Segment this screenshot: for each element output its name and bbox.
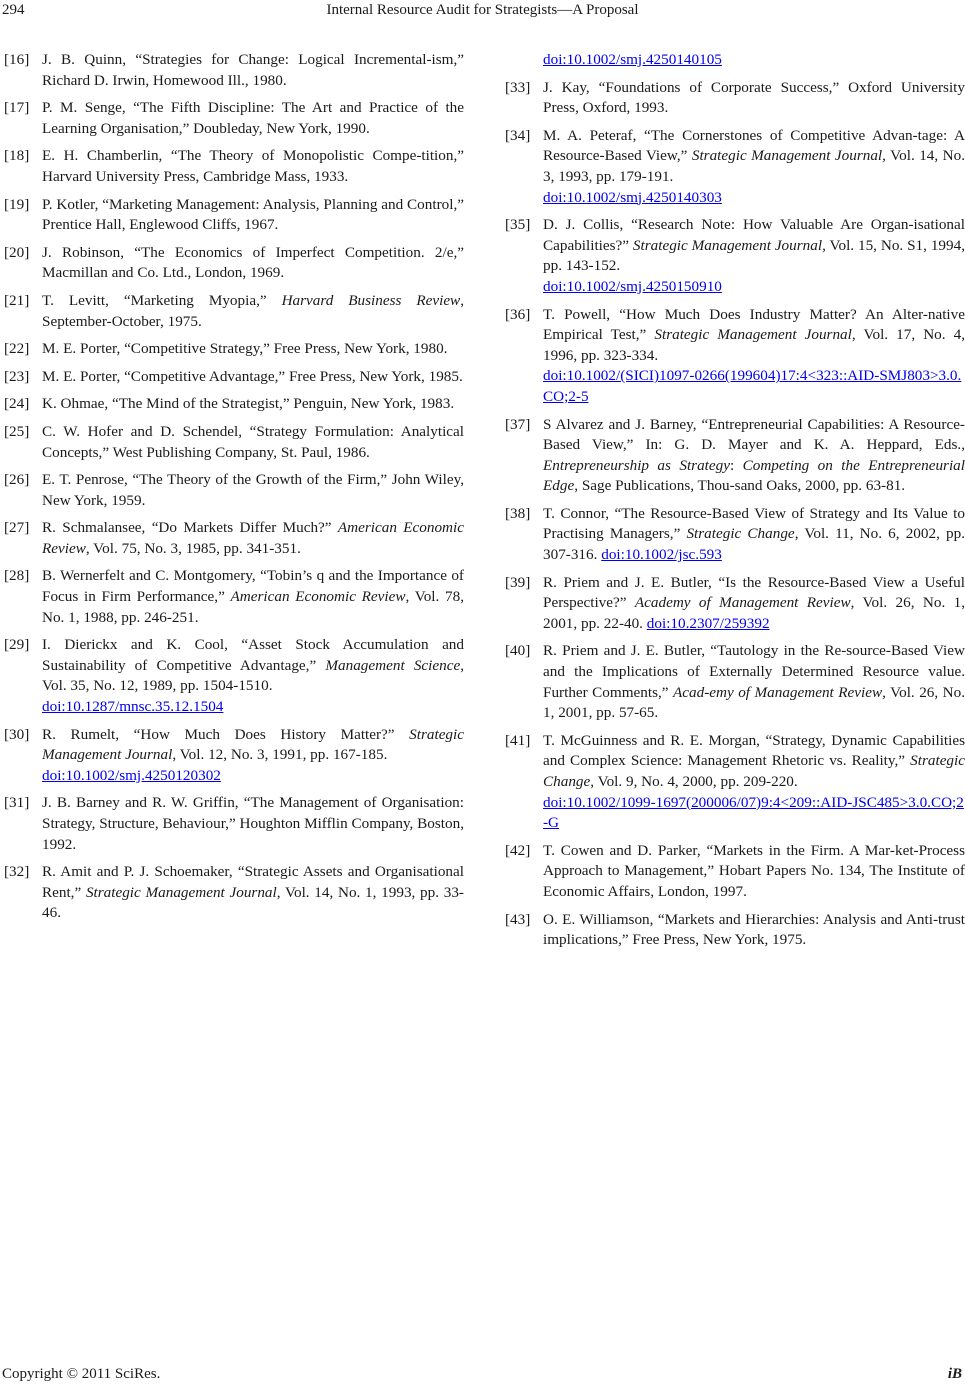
reference-text: J. Kay, “Foundations of Corporate Success,” Oxford University Press, Oxford, 1993. [543,78,965,117]
page-number: 294 [2,2,25,18]
reference-number: [34] [505,126,531,144]
reference-24 [4,394,464,415]
reference-authors-title: T. Connor, “The Resource-Based View of Strategy and Its Value to Practising Managers,” [543,504,965,543]
reference-32-continuation [505,50,965,71]
reference-authors-title: B. Wernerfelt and C. Montgomery, “Tobin’s q and the Importance of Focus in Firm Performance,” [42,567,464,606]
reference-text: E. H. Chamberlin, “The Theory of Monopolistic Compe-tition,” Harvard University Press, Cambridge Mass, 1933. [42,147,464,185]
reference-authors-title: M. A. Peteraf, “The Cornerstones of Competitive Advan-tage: A Resource-Based View,” [543,126,965,165]
reference-number: [18] [4,147,30,165]
reference-details: , September-October, 1975. [42,291,464,330]
reference-22 [4,339,464,360]
reference-authors-title: S Alvarez and J. Barney, “Entrepreneurial Capabilities: A Resource-Based View,” In: G. D. Mayer and K. A. Heppard, Eds., [543,415,965,454]
reference-20 [4,243,464,284]
reference-number: [31] [4,794,30,812]
reference-19 [4,195,464,236]
reference-31 [4,793,464,855]
reference-details: , Vol. 15, No. S1, 1994, pp. 143-152. [543,236,965,275]
reference-text [543,731,965,834]
reference-text: K. Ohmae, “The Mind of the Strategist,” Penguin, New York, 1983. [42,395,455,413]
reference-details: , Vol. 9, No. 4, 2000, pp. 209-220. [590,773,798,790]
doi-link[interactable]: doi:10.1002/smj.4250140303 [543,188,722,206]
reference-journal: Strategic Management Journal [42,725,464,764]
doi-link[interactable]: doi:10.1002/jsc.593 [601,546,722,564]
reference-36 [505,305,965,408]
reference-book-subtitle: Competing on the Entrepreneurial Edge [543,456,965,495]
reference-journal: Academy of Management Review [634,594,851,612]
reference-text: C. W. Hofer and D. Schendel, “Strategy Formulation: Analytical Concepts,” West Publishing Company, St. Paul, 1986. [42,422,464,461]
page-header [0,0,965,22]
reference-details: , Vol. 14, No. 1, 1993, pp. 33-46. [42,883,464,922]
reference-40 [505,641,965,723]
reference-number: [37] [505,415,531,433]
doi-link[interactable]: doi:10.2307/259392 [646,614,770,632]
reference-27 [4,518,464,559]
reference-text [543,573,965,635]
reference-number: [32] [4,863,30,881]
reference-number: [16] [4,51,30,68]
reference-number: [17] [4,99,30,117]
reference-authors-title: R. Priem and J. E. Butler, “Is the Resource-Based View a Useful Perspective?” [543,573,965,612]
reference-text: E. T. Penrose, “The Theory of the Growth of the Firm,” John Wiley, New York, 1959. [42,471,464,509]
reference-21 [4,291,464,332]
doi-link[interactable]: doi:10.1002/smj.4250120302 [42,766,221,784]
reference-journal: Acad-emy of Management Review [673,683,883,701]
reference-authors-title: R. Amit and P. J. Schoemaker, “Strategic Assets and Organisational Rent,” [42,863,464,901]
reference-authors-title: D. J. Collis, “Research Note: How Valuable Are Organ-isational Capabilities?” [543,216,965,254]
reference-details: , Vol. 17, No. 4, 1996, pp. 323-334. [543,326,965,364]
reference-25 [4,422,464,463]
reference-text [543,126,965,208]
doi-link[interactable]: doi:10.1002/smj.4250140105 [543,51,722,68]
reference-number: [19] [4,195,30,213]
reference-text [42,566,464,628]
reference-33 [505,78,965,119]
reference-37 [505,415,965,497]
reference-details: , Vol. 26, No. 1, 2001, pp. 57-65. [543,683,965,722]
reference-text [42,635,464,717]
reference-text [543,504,965,566]
reference-number: [40] [505,642,531,660]
reference-38 [505,504,965,566]
reference-number: [29] [4,636,30,654]
journal-abbreviation: iB [947,1366,962,1382]
reference-details: , Vol. 12, No. 3, 1991, pp. 167-185. [172,746,388,764]
reference-journal: Strategic Management Journal [632,236,823,254]
reference-number: [25] [4,422,30,440]
reference-28 [4,566,464,628]
reference-authors-title: T. Powell, “How Much Does Industry Matter? An Alter-native Empirical Test,” [543,305,965,344]
reference-30 [4,725,464,787]
reference-text: M. E. Porter, “Competitive Strategy,” Free Press, New York, 1980. [42,340,448,358]
reference-text: O. E. Williamson, “Markets and Hierarchies: Analysis and Anti-trust implications,” Free Press, New York, 1975. [543,910,965,949]
reference-16 [4,50,464,91]
reference-number: [24] [4,395,30,413]
reference-number: [22] [4,340,30,358]
reference-journal: American Economic Review [42,519,464,557]
reference-journal: Strategic Change [543,752,965,790]
reference-text [543,415,965,497]
reference-text: J. B. Quinn, “Strategies for Change: Logical Incremental-ism,” Richard D. Irwin, Homewood Ill., 1980. [42,51,464,89]
reference-text [543,641,965,723]
reference-39 [505,573,965,635]
reference-journal: Strategic Management Journal [691,147,883,165]
reference-number: [35] [505,216,531,234]
reference-23 [4,367,464,388]
reference-number: [27] [4,519,30,537]
reference-number: [42] [505,841,531,859]
reference-authors-title: T. McGuinness and R. E. Morgan, “Strategy, Dynamic Capabilities and Complex Science: Management Rhetoric vs. Reality,” [543,731,965,770]
reference-text [42,725,464,787]
reference-text: M. E. Porter, “Competitive Advantage,” Free Press, New York, 1985. [42,367,463,385]
reference-authors-title: R. Rumelt, “How Much Does History Matter?” [42,725,410,743]
running-title: Internal Resource Audit for Strategists—A Proposal [326,2,639,18]
doi-link[interactable]: doi:10.1002/1099-1697(200006/07)9:4<209::AID-JSC485>3.0.CO;2-G [543,793,964,832]
doi-link[interactable]: doi:10.1002/smj.4250150910 [543,277,722,295]
reference-text [42,518,464,559]
reference-details: , Vol. 35, No. 12, 1989, pp. 1504-1510. [42,656,464,695]
reference-18 [4,146,464,187]
reference-text: J. B. Barney and R. W. Griffin, “The Management of Organisation: Strategy, Structure, Behaviour,” Houghton Mifflin Company, Boston, 1992. [42,794,464,853]
reference-text: J. Robinson, “The Economics of Imperfect Competition. 2/e,” Macmillan and Co. Ltd., London, 1969. [42,243,464,282]
reference-number: [30] [4,725,30,743]
reference-journal: American Economic Review [230,588,406,606]
reference-26 [4,470,464,511]
reference-details: , Sage Publications, Thou-sand Oaks, 2000, pp. 63-81. [574,477,906,495]
reference-authors-title: I. Dierickx and K. Cool, “Asset Stock Accumulation and Sustainability of Competitive Advantage,” [42,636,464,674]
reference-details: , Vol. 14, No. 3, 1993, pp. 179-191. [543,147,965,185]
doi-link[interactable]: doi:10.1287/mnsc.35.12.1504 [42,698,224,716]
reference-text [543,215,965,297]
reference-number: [23] [4,367,30,385]
reference-authors-title: R. Priem and J. E. Butler, “Tautology in the Re-source-Based View and the Implications of Externally Determined Resource value. Further Comments,” [543,642,965,701]
reference-number: [38] [505,504,531,522]
reference-text: P. Kotler, “Marketing Management: Analysis, Planning and Control,” Prentice Hall, Englewood Cliffs, 1967. [42,195,464,234]
reference-text [42,291,464,332]
reference-42 [505,841,965,903]
reference-number: [26] [4,471,30,489]
reference-details: , Vol. 26, No. 1, 2001, pp. 22-40. [543,594,965,632]
reference-41 [505,731,965,834]
reference-journal: Management Science [325,656,461,674]
reference-34 [505,126,965,208]
reference-text [543,305,965,408]
reference-text [42,862,464,924]
reference-separator: : [729,456,743,474]
reference-number: [36] [505,305,531,323]
reference-number: [20] [4,243,30,261]
reference-text: P. M. Senge, “The Fifth Discipline: The Art and Practice of the Learning Organisation,” Doubleday, New York, 1990. [42,99,464,137]
reference-number: [43] [505,910,531,928]
page-footer [0,1364,965,1384]
reference-details: , Vol. 11, No. 6, 2002, pp. 307-316. [543,525,965,564]
reference-number: [39] [505,573,531,591]
reference-32 [4,862,464,924]
reference-number: [41] [505,731,531,749]
references-left-column [4,50,464,931]
reference-journal: Strategic Management Journal [654,326,852,344]
reference-authors-title: R. Schmalansee, “Do Markets Differ Much?” [42,519,338,537]
reference-details: , Vol. 78, No. 1, 1988, pp. 246-251. [42,588,464,626]
reference-29 [4,635,464,717]
reference-17 [4,98,464,139]
reference-authors-title: T. Levitt, “Marketing Myopia,” [42,291,282,309]
reference-35 [505,215,965,297]
reference-number: [21] [4,291,30,309]
reference-number: [28] [4,567,30,585]
reference-details: , Vol. 75, No. 3, 1985, pp. 341-351. [85,539,301,557]
reference-book-title: Entrepreneurship as Strategy [543,456,730,474]
doi-link[interactable]: doi:10.1002/(SICI)1097-0266(199604)17:4<323::AID-SMJ803>3.0.CO;2-5 [543,367,962,405]
reference-journal: Strategic Management Journal [85,883,277,901]
reference-number: [33] [505,78,531,96]
copyright-notice: Copyright © 2011 SciRes. [2,1366,161,1382]
references-right-column [505,50,965,958]
reference-journal: Harvard Business Review [281,291,461,309]
reference-journal: Strategic Change [686,525,795,543]
reference-43 [505,910,965,951]
reference-text: T. Cowen and D. Parker, “Markets in the Firm. A Mar-ket-Process Approach to Management,” Hobart Papers No. 134, The Institute of Economic Affairs, London, 1997. [543,841,965,900]
